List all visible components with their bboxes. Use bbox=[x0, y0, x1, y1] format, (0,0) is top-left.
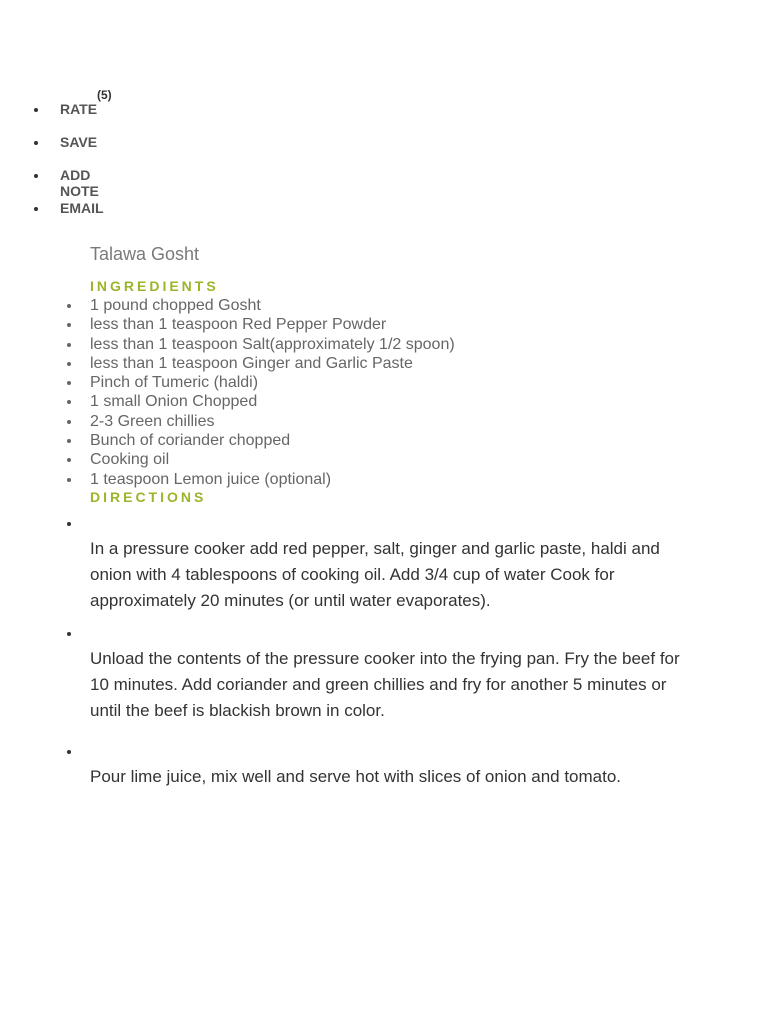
directions-heading: DIRECTIONS bbox=[90, 489, 207, 505]
bullet-icon bbox=[67, 362, 71, 366]
ingredient-item bbox=[0, 450, 455, 469]
save-label[interactable]: SAVE bbox=[60, 134, 98, 150]
bullet-icon bbox=[34, 141, 38, 145]
ingredient-item bbox=[0, 431, 455, 450]
ingredient-item bbox=[0, 373, 455, 392]
direction-text: Unload the contents of the pressure cooker into the frying pan. Fry the beef for 10 minutes. Add coriander and green chillies and fry for another 5 minutes or until the beef is blackish brown in color. bbox=[90, 649, 680, 720]
ingredient-text: less than 1 teaspoon Ginger and Garlic Paste bbox=[90, 354, 413, 372]
ingredient-text: Cooking oil bbox=[90, 451, 170, 469]
rating-count: (5) bbox=[97, 88, 112, 102]
bullet-icon bbox=[34, 207, 38, 211]
ingredient-item bbox=[0, 412, 455, 431]
bullet-icon bbox=[34, 108, 38, 112]
rate-link[interactable] bbox=[0, 88, 112, 125]
recipe-actions bbox=[0, 88, 112, 224]
rate-label[interactable]: RATE bbox=[60, 101, 98, 117]
ingredients-heading: INGREDIENTS bbox=[90, 278, 219, 294]
bullet-icon bbox=[67, 478, 71, 482]
bullet-icon bbox=[67, 632, 71, 636]
direction-text: Pour lime juice, mix well and serve hot with slices of onion and tomato. bbox=[90, 767, 622, 786]
direction-step bbox=[0, 622, 690, 740]
bullet-icon bbox=[67, 343, 71, 347]
direction-step bbox=[0, 512, 690, 622]
ingredient-text: 1 teaspoon Lemon juice (optional) bbox=[90, 470, 332, 488]
recipe-title: Talawa Gosht bbox=[90, 244, 200, 264]
ingredient-text: Pinch of Tumeric (haldi) bbox=[90, 374, 259, 392]
ingredient-item bbox=[0, 392, 455, 411]
ingredient-item bbox=[0, 315, 455, 334]
email-label[interactable]: EMAIL bbox=[60, 200, 104, 216]
email-link[interactable] bbox=[0, 191, 104, 224]
ingredient-text: 2-3 Green chillies bbox=[90, 412, 215, 430]
ingredient-text: Bunch of coriander chopped bbox=[90, 432, 291, 450]
directions-list bbox=[0, 512, 768, 800]
ingredient-text: 1 small Onion Chopped bbox=[90, 393, 258, 411]
bullet-icon bbox=[67, 381, 71, 385]
ingredient-item bbox=[0, 296, 455, 315]
bullet-icon bbox=[67, 750, 71, 754]
ingredient-item bbox=[0, 354, 455, 373]
direction-step bbox=[0, 740, 690, 800]
ingredient-item bbox=[0, 470, 455, 489]
bullet-icon bbox=[67, 439, 71, 443]
add-note-link[interactable] bbox=[0, 158, 99, 199]
direction-text: In a pressure cooker add red pepper, salt, ginger and garlic paste, haldi and onion with 4 tablespoons of cooking oil. Add 3/4 cup of water Cook for approximately 20 minutes (or until water evaporates). bbox=[90, 539, 660, 610]
bullet-icon bbox=[67, 400, 71, 404]
bullet-icon bbox=[67, 420, 71, 424]
bullet-icon bbox=[67, 522, 71, 526]
bullet-icon bbox=[34, 174, 38, 178]
bullet-icon bbox=[67, 304, 71, 308]
add-note-label[interactable]: ADD NOTE bbox=[60, 167, 99, 199]
ingredients-list bbox=[0, 296, 455, 489]
ingredient-text: less than 1 teaspoon Salt(approximately 1/2 spoon) bbox=[90, 335, 455, 353]
ingredient-text: less than 1 teaspoon Red Pepper Powder bbox=[90, 316, 387, 334]
ingredient-item bbox=[0, 335, 455, 354]
bullet-icon bbox=[67, 323, 71, 327]
ingredient-text: 1 pound chopped Gosht bbox=[90, 297, 261, 314]
bullet-icon bbox=[67, 458, 71, 462]
save-link[interactable] bbox=[0, 125, 98, 158]
